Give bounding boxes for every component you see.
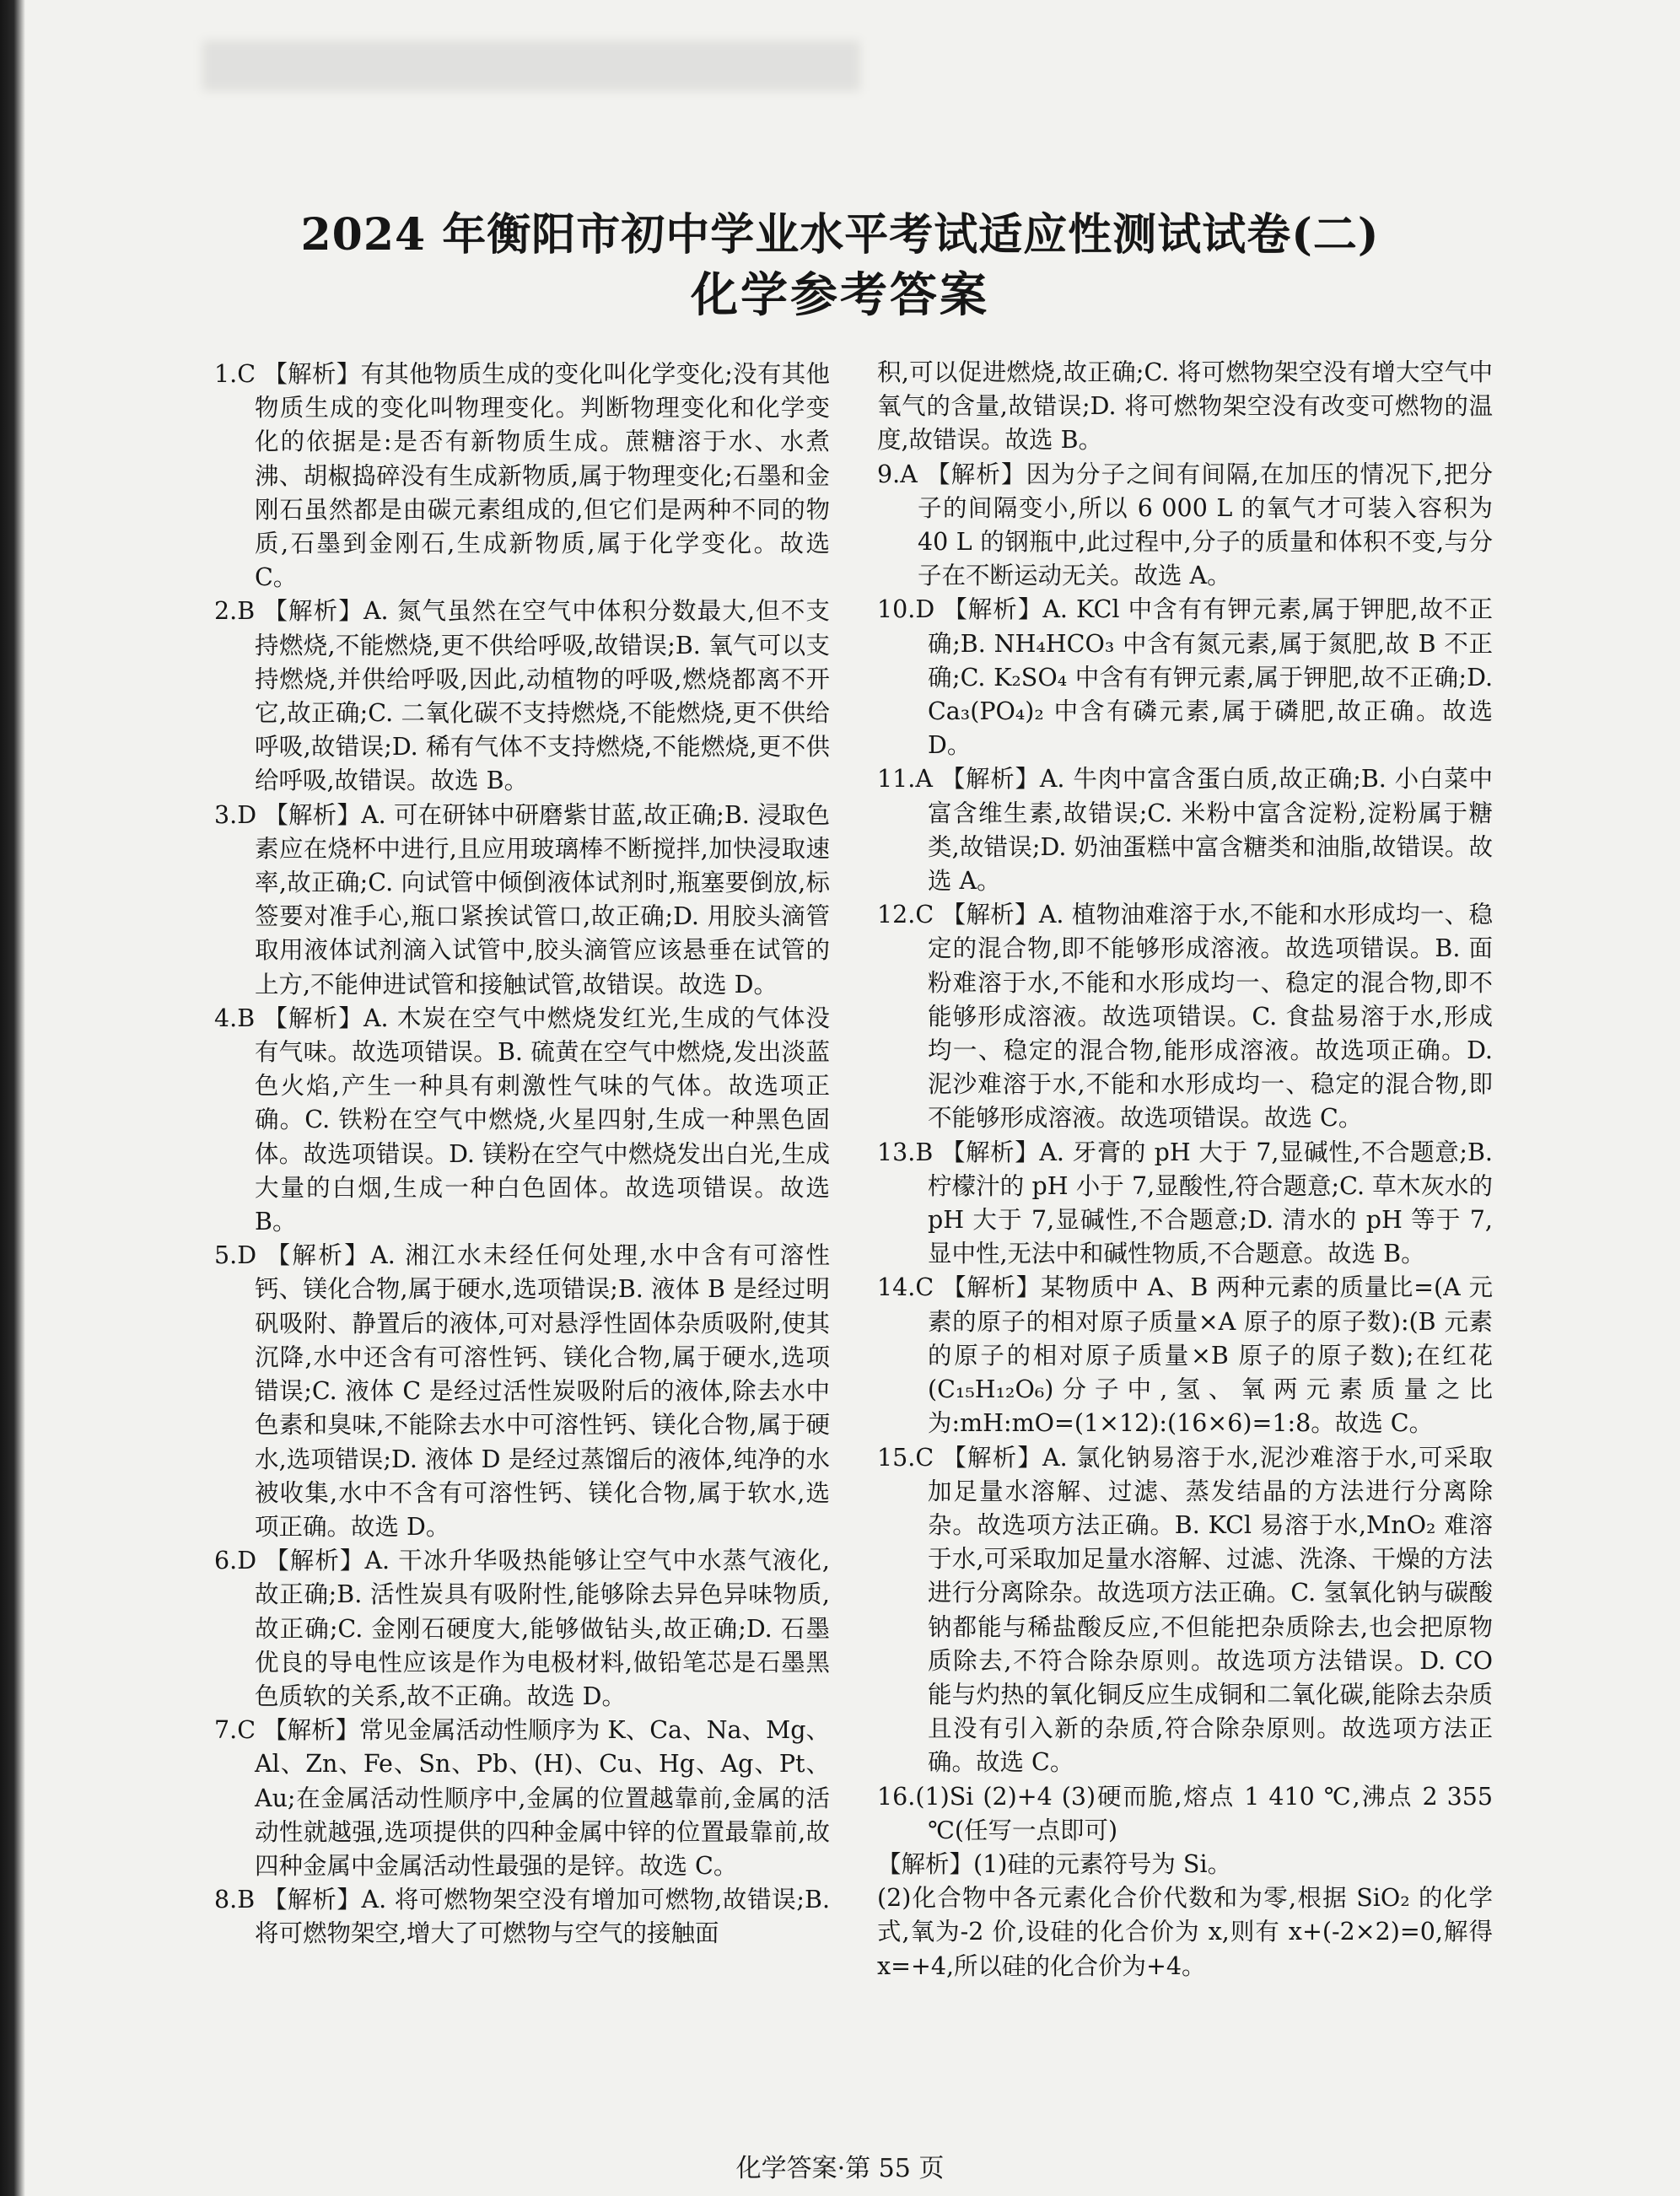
answer-item-3: 3.D 【解析】A. 可在研钵中研磨紫甘蓝,故正确;B. 浸取色素应在烧杯中进行,且应用玻璃棒不断搅拌,加快浸取速率,故正确;C. 向试管中倾倒液体试剂时,瓶塞要倒放,标签要对准手心,瓶口紧挨试管口,故正确;D. 用胶头滴管取用液体试剂滴入试管中,胶头滴管应该悬垂在试管的上方,不能伸进试管和接触试管,故错误。故选 D。 [214, 800, 830, 998]
answer-item-9: 9.A 【解析】因为分子之间有间隔,在加压的情况下,把分子的间隔变小,所以 6 000 L 的氧气才可装入容积为 40 L 的钢瓶中,此过程中,分子的质量和体积不变,与分子在不断运动无关。故选 A。 [877, 460, 1493, 590]
scan-shadow [202, 40, 860, 91]
answer-item-8-continued: 积,可以促进燃烧,故正确;C. 将可燃物架空没有增大空气中氧气的含量,故错误;D. 将可燃物架空没有改变可燃物的温度,故错误。故选 B。 [877, 358, 1493, 455]
answer-item-13: 13.B 【解析】A. 牙膏的 pH 大于 7,显碱性,不合题意;B. 柠檬汁的 pH 小于 7,显酸性,符合题意;C. 草木灰水的 pH 大于 7,显碱性,不合题意;D. 清水的 pH 等于 7,显中性,无法中和碱性物质,不合题意。故选 B。 [877, 1138, 1493, 1268]
answer-item-5: 5.D 【解析】A. 湘江水未经任何处理,水中含有可溶性钙、镁化合物,属于硬水,选项错误;B. 液体 B 是经过明矾吸附、静置后的液体,可对悬浮性固体杂质吸附,使其沉降,水中还含有可溶性钙、镁化合物,属于硬水,选项错误;C. 液体 C 是经过活性炭吸附后的液体,除去水中色素和臭味,不能除去水中可溶性钙、镁化合物,属于硬水,选项错误;D. 液体 D 是经过蒸馏后的液体,纯净的水被收集,水中不含有可溶性钙、镁化合物,属于软水,选项正确。故选 D。 [214, 1241, 830, 1541]
answer-item-10: 10.D 【解析】A. KCl 中含有有钾元素,属于钾肥,故不正确;B. NH₄HCO₃ 中含有氮元素,属于氮肥,故 B 不正确;C. K₂SO₄ 中含有有钾元素,属于钾肥,故不正确;D. Ca₃(PO₄)₂ 中含有磷元素,属于磷肥,故正确。故选 D。 [877, 595, 1493, 760]
answer-item-16: 16.(1)Si (2)+4 (3)硬而脆,熔点 1 410 ℃,沸点 2 355 ℃(任写一点即可) [877, 1782, 1493, 1844]
page-footer: 化学答案·第 55 页 [735, 2154, 945, 2183]
right-column [877, 356, 1493, 1983]
answer-item-14: 14.C 【解析】某物质中 A、B 两种元素的质量比=(A 元素的原子的相对原子质量×A 原子的原子数):(B 元素的原子的相对原子质量×B 原子的原子数);在红花(C₁₅H₁₂O₆)分子中,氢、氧两元素质量之比为:mH:mO=(1×12):(16×6)=1:8。故选 C。 [877, 1273, 1493, 1438]
answer-16-analysis-1: 【解析】(1)硅的元素符号为 Si。 [877, 1849, 1232, 1878]
page-title: 2024 年衡阳市初中学业水平考试适应性测试试卷(二) [300, 209, 1380, 261]
answer-item-7: 7.C 【解析】常见金属活动性顺序为 K、Ca、Na、Mg、Al、Zn、Fe、Sn、Pb、(H)、Cu、Hg、Ag、Pt、Au;在金属活动性顺序中,金属的位置越靠前,金属的活动性就越强,选项提供的四种金属中锌的位置最靠前,故四种金属中金属活动性最强的是锌。故选 C。 [214, 1716, 830, 1880]
answer-16-analysis-2: (2)化合物中各元素化合价代数和为零,根据 SiO₂ 的化学式,氧为-2 价,设硅的化合价为 x,则有 x+(-2×2)=0,解得 x=+4,所以硅的化合价为+4。 [877, 1884, 1493, 1980]
answer-item-12: 12.C 【解析】A. 植物油难溶于水,不能和水形成均一、稳定的混合物,即不能够形成溶液。故选项错误。B. 面粉难溶于水,不能和水形成均一、稳定的混合物,即不能够形成溶液。故选项错误。C. 食盐易溶于水,形成均一、稳定的混合物,能形成溶液。故选项正确。D. 泥沙难溶于水,不能和水形成均一、稳定的混合物,即不能够形成溶液。故选项错误。故选 C。 [877, 901, 1493, 1133]
answer-item-11: 11.A 【解析】A. 牛肉中富含蛋白质,故正确;B. 小白菜中富含维生素,故错误;C. 米粉中富含淀粉,淀粉属于糖类,故错误;D. 奶油蛋糕中富含糖类和油脂,故错误。故选 A。 [877, 765, 1493, 896]
page-subtitle: 化学参考答案 [691, 267, 989, 323]
scan-edge [0, 0, 25, 2196]
answer-item-15: 15.C 【解析】A. 氯化钠易溶于水,泥沙难溶于水,可采取加足量水溶解、过滤、蒸发结晶的方法进行分离除杂。故选项方法正确。B. KCl 易溶于水,MnO₂ 难溶于水,可采取加足量水溶解、过滤、洗涤、干燥的方法进行分离除杂。故选项方法正确。C. 氢氧化钠与碳酸钠都能与稀盐酸反应,不但能把杂质除去,也会把原物质除去,不符合除杂原则。故选项方法错误。D. CO 能与灼热的氧化铜反应生成铜和二氧化碳,能除去杂质且没有引入新的杂质,符合除杂原则。故选项方法正确。故选 C。 [877, 1443, 1493, 1777]
left-column [214, 358, 830, 1951]
answer-item-1: 1.C 【解析】有其他物质生成的变化叫化学变化;没有其他物质生成的变化叫物理变化。判断物理变化和化学变化的依据是:是否有新物质生成。蔗糖溶于水、水煮沸、胡椒捣碎没有生成新物质,属于物理变化;石墨和金刚石虽然都是由碳元素组成的,但它们是两种不同的物质,石墨到金刚石,生成新物质,属于化学变化。故选 C。 [214, 360, 830, 592]
answer-item-2: 2.B 【解析】A. 氮气虽然在空气中体积分数最大,但不支持燃烧,不能燃烧,更不供给呼吸,故错误;B. 氧气可以支持燃烧,并供给呼吸,因此,动植物的呼吸,燃烧都离不开它,故正确;C. 二氧化碳不支持燃烧,不能燃烧,更不供给呼吸,故错误;D. 稀有气体不支持燃烧,不能燃烧,更不供给呼吸,故错误。故选 B。 [214, 597, 830, 795]
answer-item-4: 4.B 【解析】A. 木炭在空气中燃烧发红光,生成的气体没有气味。故选项错误。B. 硫黄在空气中燃烧,发出淡蓝色火焰,产生一种具有刺激性气味的气体。故选项正确。C. 铁粉在空气中燃烧,火星四射,生成一种黑色固体。故选项错误。D. 镁粉在空气中燃烧发出白光,生成大量的白烟,生成一种白色固体。故选项错误。故选 B。 [214, 1004, 830, 1236]
answer-item-6: 6.D 【解析】A. 干冰升华吸热能够让空气中水蒸气液化,故正确;B. 活性炭具有吸附性,能够除去异色异味物质,故正确;C. 金刚石硬度大,能够做钻头,故正确;D. 石墨优良的导电性应该是作为电极材料,做铅笔芯是石墨黑色质软的关系,故不正确。故选 D。 [214, 1547, 830, 1710]
answer-item-8: 8.B 【解析】A. 将可燃物架空没有增加可燃物,故错误;B. 将可燃物架空,增大了可燃物与空气的接触面 [214, 1886, 830, 1948]
